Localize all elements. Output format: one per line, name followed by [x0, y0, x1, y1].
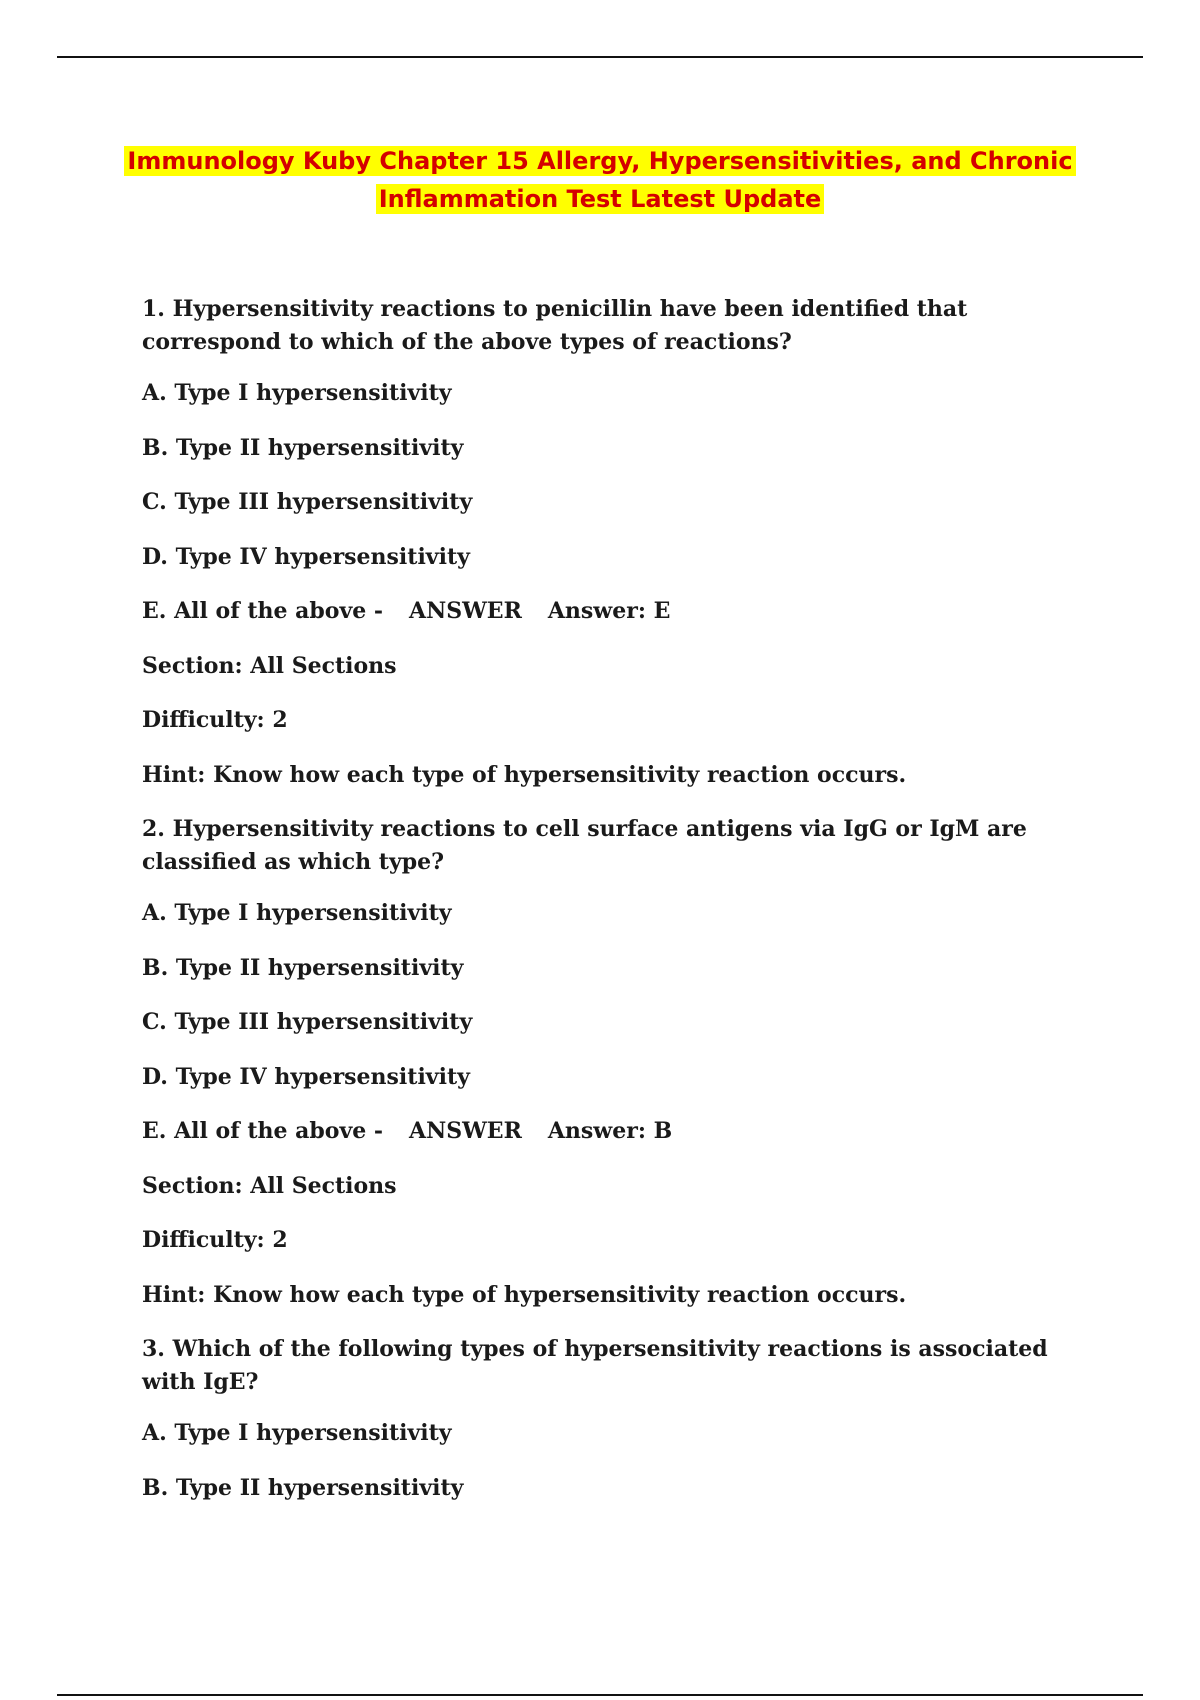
question-2-option-e: E. All of the above -	[142, 1118, 384, 1144]
title-line-1: Immunology Kuby Chapter 15 Allergy, Hypersensitivities, and Chronic	[124, 146, 1075, 176]
question-1-answer-label: ANSWER	[409, 598, 522, 624]
question-1-section: Section: All Sections	[142, 652, 397, 679]
top-rule	[57, 56, 1143, 58]
question-2-option-d: D. Type IV hypersensitivity	[142, 1063, 470, 1090]
title-line-2: Inflammation Test Latest Update	[376, 184, 825, 214]
question-1-difficulty: Difficulty: 2	[142, 707, 288, 733]
question-1-option-d: D. Type IV hypersensitivity	[142, 543, 470, 570]
question-list	[142, 293, 1102, 1526]
question-2-hint: Hint: Know how each type of hypersensitivity reaction occurs.	[142, 1281, 907, 1308]
question-2-answer: Answer: B	[547, 1118, 673, 1144]
question-1-text: 1. Hypersensitivity reactions to penicillin have been identified that correspond to which of the above types of reactions?	[142, 296, 968, 355]
question-2-section: Section: All Sections	[142, 1172, 397, 1199]
question-3-option-a: A. Type I hypersensitivity	[142, 1420, 452, 1446]
question-2-answer-label: ANSWER	[409, 1118, 522, 1144]
question-1-option-e-answer	[142, 595, 1102, 628]
question-1-answer: Answer: E	[547, 598, 671, 624]
question-1-option-e: E. All of the above -	[142, 598, 384, 624]
question-2-difficulty: Difficulty: 2	[142, 1227, 288, 1253]
question-2-option-b: B. Type II hypersensitivity	[142, 954, 464, 981]
bottom-rule	[57, 1694, 1143, 1696]
question-3-text: 3. Which of the following types of hypersensitivity reactions is associated with IgE?	[142, 1336, 1048, 1395]
question-1-hint: Hint: Know how each type of hypersensitivity reaction occurs.	[142, 761, 907, 788]
question-2-option-a: A. Type I hypersensitivity	[142, 900, 452, 926]
question-1-option-b: B. Type II hypersensitivity	[142, 434, 464, 461]
question-2-text: 2. Hypersensitivity reactions to cell surface antigens via IgG or IgM are classified as which type?	[142, 816, 1027, 875]
question-2-option-c: C. Type III hypersensitivity	[142, 1009, 473, 1035]
question-2-option-e-answer	[142, 1115, 1102, 1148]
document-title	[60, 142, 1140, 218]
question-1-option-a: A. Type I hypersensitivity	[142, 380, 452, 406]
question-1-option-c: C. Type III hypersensitivity	[142, 489, 473, 515]
question-3-option-b: B. Type II hypersensitivity	[142, 1474, 464, 1501]
